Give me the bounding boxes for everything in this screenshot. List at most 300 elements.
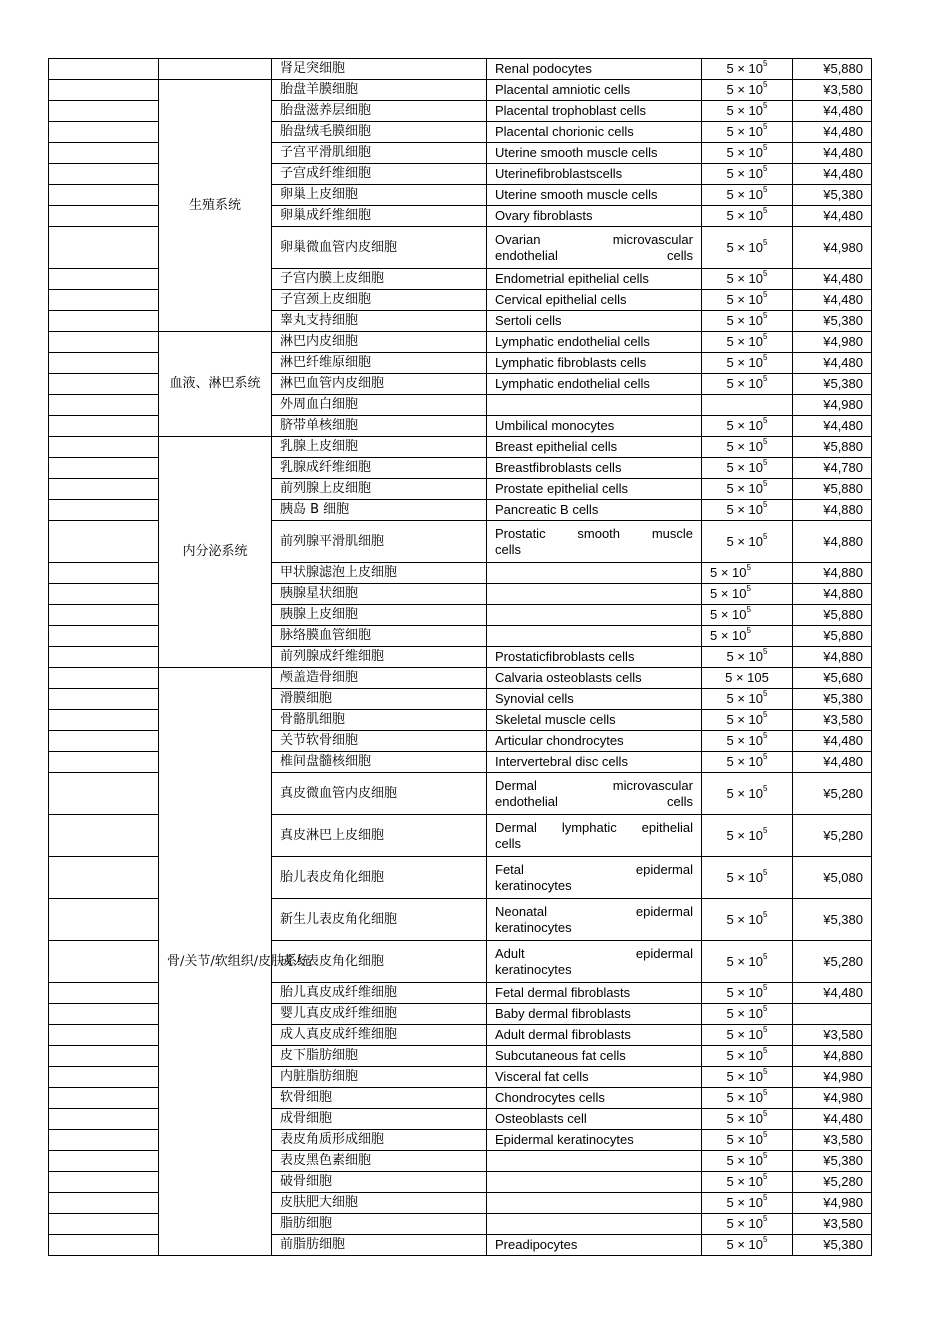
cell-name-cn: 子宫平滑肌细胞 [272,143,487,164]
cell-name-en [487,710,702,731]
quantity-exponent: 5 [763,59,768,68]
index-cell [49,1025,159,1046]
price-cell: ¥3,580 [793,710,872,731]
quantity-text: 5 × 10 [726,239,764,255]
price-cell [793,1004,872,1025]
cell-name-cn: 颅盖造骨细胞 [272,668,487,689]
index-cell [49,416,159,437]
index-cell [49,605,159,626]
cell-name-cn: 胰岛 B 细胞 [272,500,487,521]
cell-name-cn: 乳腺上皮细胞 [272,437,487,458]
quantity-cell [702,1067,793,1088]
cell-name-en [487,1088,702,1109]
cell-name-en-text: Placental amniotic cells [495,82,631,97]
cell-name-en [487,857,702,899]
index-cell [49,206,159,227]
quantity-text: 5 × 10 [726,649,764,664]
cell-name-cn: 表皮黑色素细胞 [272,1151,487,1172]
quantity-cell [702,416,793,437]
cell-name-en-text: Prostate epithelial cells [495,481,628,496]
price-cell: ¥4,880 [793,500,872,521]
index-cell [49,311,159,332]
quantity-text: 5 × 10 [726,1174,764,1189]
quantity-text: 5 × 10 [726,712,764,727]
quantity-text: 5 × 10 [726,124,764,139]
cell-name-cn: 胎儿真皮成纤维细胞 [272,983,487,1004]
quantity-text: 5 × 10 [726,376,764,391]
cell-name-en-text: Lymphatic endothelial cells [495,334,650,349]
price-cell: ¥5,880 [793,605,872,626]
cell-name-en [487,311,702,332]
cell-name-en [487,1046,702,1067]
quantity-text: 5 × 10 [726,166,764,181]
cell-name-en [487,458,702,479]
index-cell [49,689,159,710]
quantity-cell [702,479,793,500]
index-cell [49,773,159,815]
quantity-exponent: 5 [763,122,768,131]
cell-name-en-text: Dermal lymphatic epithelial [495,819,693,835]
cell-name-en-text: Cervical epithelial cells [495,292,627,307]
quantity-cell [702,1235,793,1256]
quantity-cell [702,437,793,458]
cell-name-en-text: Synovial cells [495,691,574,706]
cell-name-en [487,1235,702,1256]
index-cell [49,521,159,563]
system-name-cell: 骨/关节/软组织/皮肤系统 [159,668,272,1256]
price-cell: ¥5,880 [793,479,872,500]
quantity-text: 5 × 10 [726,1195,764,1210]
cell-name-cn: 关节软骨细胞 [272,731,487,752]
quantity-exponent: 5 [763,752,768,761]
cell-name-cn: 内脏脂肪细胞 [272,1067,487,1088]
index-cell [49,668,159,689]
quantity-exponent: 5 [763,143,768,152]
quantity-text: 5 × 10 [726,1069,764,1084]
price-cell: ¥5,080 [793,857,872,899]
cell-name-cn: 子宫颈上皮细胞 [272,290,487,311]
price-cell: ¥5,380 [793,185,872,206]
quantity-cell [702,773,793,815]
quantity-cell [702,1088,793,1109]
system-name-cell [159,59,272,80]
price-cell: ¥4,480 [793,1109,872,1130]
index-cell [49,752,159,773]
quantity-cell [702,1109,793,1130]
cell-name-en [487,206,702,227]
cell-name-en [487,437,702,458]
cell-name-en-text: Uterine smooth muscle cells [495,187,658,202]
price-cell: ¥5,380 [793,899,872,941]
cell-name-cn: 表皮角质形成细胞 [272,1130,487,1151]
quantity-text: 5 × 10 [726,460,764,475]
cell-name-en-text: Breast epithelial cells [495,439,618,454]
quantity-exponent: 5 [763,1214,768,1223]
quantity-cell [702,227,793,269]
table-row [49,332,872,353]
quantity-exponent: 5 [763,710,768,719]
cell-name-en-text: Ovary fibroblasts [495,208,593,223]
cell-name-en [487,227,702,269]
price-cell: ¥4,980 [793,1067,872,1088]
cell-name-cn: 前列腺成纤维细胞 [272,647,487,668]
price-cell: ¥5,280 [793,1172,872,1193]
quantity-cell [702,1193,793,1214]
cell-name-en-text: Uterinefibroblastscells [495,166,623,181]
cell-name-cn: 胰腺上皮细胞 [272,605,487,626]
quantity-exponent: 5 [763,80,768,89]
cell-name-en-text: Fetal epidermal [495,861,693,877]
cell-name-en-text: Intervertebral disc cells [495,754,628,769]
cell-name-en-text: Placental trophoblast cells [495,103,647,118]
cell-name-cn: 胎盘滋养层细胞 [272,101,487,122]
cell-name-en-text: Neonatal epidermal [495,903,693,919]
index-cell [49,731,159,752]
index-cell [49,1235,159,1256]
index-cell [49,983,159,1004]
cell-name-en-text: Baby dermal fibroblasts [495,1006,631,1021]
quantity-exponent: 5 [763,1004,768,1013]
quantity-cell [702,584,793,605]
quantity-text: 5 × 10 [726,827,764,843]
price-cell: ¥5,280 [793,941,872,983]
quantity-exponent: 5 [763,1130,768,1139]
quantity-text: 5 × 10 [726,1027,764,1042]
quantity-text: 5 × 10 [726,785,764,801]
index-cell [49,1172,159,1193]
cell-name-cn: 脐带单核细胞 [272,416,487,437]
quantity-text: 5 × 10 [710,607,747,622]
quantity-cell [702,59,793,80]
cell-name-en-text: Calvaria osteoblasts cells [495,670,642,685]
quantity-exponent: 5 [763,237,768,247]
quantity-cell [702,668,793,689]
cell-name-cn: 淋巴血管内皮细胞 [272,374,487,395]
quantity-text: 5 × 10 [726,355,764,370]
quantity-text: 5 × 10 [726,1237,764,1252]
price-cell: ¥5,880 [793,59,872,80]
cell-name-en-text-line2: keratinocytes [495,961,572,977]
price-cell: ¥5,280 [793,773,872,815]
quantity-cell [702,122,793,143]
price-cell: ¥4,480 [793,353,872,374]
quantity-cell [702,626,793,647]
quantity-exponent: 5 [763,731,768,740]
quantity-exponent: 5 [746,584,751,593]
cell-name-en-text: Articular chondrocytes [495,733,624,748]
quantity-text: 5 × 10 [726,82,764,97]
quantity-exponent: 5 [746,626,751,635]
quantity-exponent: 5 [763,951,768,961]
price-cell: ¥5,680 [793,668,872,689]
cell-name-en-text: Endometrial epithelial cells [495,271,649,286]
cell-name-en-text-line2: keratinocytes [495,919,572,935]
cell-name-en [487,815,702,857]
quantity-cell [702,101,793,122]
cell-name-cn: 胰腺星状细胞 [272,584,487,605]
cell-name-en-text: Prostaticfibroblasts cells [495,649,635,664]
quantity-exponent: 5 [763,458,768,467]
quantity-text: 5 × 10 [726,481,764,496]
quantity-cell [702,899,793,941]
table-row [49,668,872,689]
quantity-exponent: 5 [763,164,768,173]
index-cell [49,1151,159,1172]
cell-name-cn: 卵巢成纤维细胞 [272,206,487,227]
cell-name-en-text-line2: cells [495,541,522,557]
index-cell [49,59,159,80]
cell-name-cn: 卵巢微血管内皮细胞 [272,227,487,269]
price-cell: ¥4,880 [793,521,872,563]
cell-name-en [487,752,702,773]
price-cell: ¥4,480 [793,164,872,185]
index-cell [49,815,159,857]
quantity-cell [702,311,793,332]
cell-name-en-text: Adult dermal fibroblasts [495,1027,631,1042]
cell-name-en-text: Breastfibroblasts cells [495,460,622,475]
quantity-exponent: 5 [763,185,768,194]
quantity-cell [702,374,793,395]
index-cell [49,122,159,143]
cell-name-cn: 乳腺成纤维细胞 [272,458,487,479]
index-cell [49,185,159,206]
cell-name-en-text: Uterine smooth muscle cells [495,145,658,160]
table-row [49,59,872,80]
quantity-exponent: 5 [763,332,768,341]
cell-name-en [487,668,702,689]
quantity-cell [702,1214,793,1235]
price-cell: ¥5,380 [793,311,872,332]
cell-name-cn: 皮下脂肪细胞 [272,1046,487,1067]
index-cell [49,857,159,899]
index-cell [49,458,159,479]
quantity-cell [702,710,793,731]
cell-name-en [487,353,702,374]
index-cell [49,101,159,122]
cell-name-cn: 脂肪细胞 [272,1214,487,1235]
quantity-text: 5 × 10 [726,1153,764,1168]
quantity-cell [702,164,793,185]
cell-name-en [487,647,702,668]
quantity-exponent: 5 [763,206,768,215]
price-cell: ¥4,780 [793,458,872,479]
price-cell: ¥5,880 [793,626,872,647]
index-cell [49,500,159,521]
index-cell [49,164,159,185]
quantity-exponent: 5 [763,647,768,656]
cell-name-en [487,1130,702,1151]
quantity-exponent: 5 [763,1151,768,1160]
cell-name-cn: 淋巴内皮细胞 [272,332,487,353]
quantity-cell [702,269,793,290]
quantity-cell [702,815,793,857]
quantity-exponent: 5 [763,1046,768,1055]
cell-name-en [487,416,702,437]
cell-name-en [487,1151,702,1172]
quantity-exponent: 5 [763,437,768,446]
index-cell [49,1193,159,1214]
cell-name-cn: 淋巴纤维原细胞 [272,353,487,374]
price-cell: ¥4,480 [793,731,872,752]
quantity-cell [702,857,793,899]
price-cell: ¥5,280 [793,815,872,857]
quantity-cell [702,185,793,206]
cell-name-en-text: Dermal microvascular [495,777,693,793]
quantity-cell [702,395,793,416]
quantity-text: 5 × 10 [710,565,747,580]
cell-name-en [487,122,702,143]
index-cell [49,143,159,164]
cell-name-en-text: Subcutaneous fat cells [495,1048,626,1063]
cell-name-en [487,773,702,815]
price-cell: ¥3,580 [793,80,872,101]
quantity-text: 5 × 10 [726,869,764,885]
cell-name-en [487,563,702,584]
cell-name-en [487,605,702,626]
quantity-cell [702,80,793,101]
cell-name-en-text: Prostatic smooth muscle [495,525,693,541]
quantity-exponent: 5 [763,689,768,698]
cell-name-en [487,731,702,752]
cell-name-cn: 睾丸支持细胞 [272,311,487,332]
quantity-text: 5 × 10 [726,502,764,517]
cell-name-en [487,1109,702,1130]
cell-name-en [487,185,702,206]
cell-name-cn: 前脂肪细胞 [272,1235,487,1256]
table-row [49,80,872,101]
system-name-cell: 生殖系统 [159,80,272,332]
cell-name-en-text: Osteoblasts cell [495,1111,587,1126]
cell-name-en-text: Skeletal muscle cells [495,712,616,727]
cell-name-en [487,1172,702,1193]
cell-name-cn: 胎盘绒毛膜细胞 [272,122,487,143]
index-cell [49,437,159,458]
price-cell: ¥5,380 [793,374,872,395]
quantity-text: 5 × 10 [710,628,747,643]
quantity-exponent: 5 [763,500,768,509]
price-cell: ¥4,480 [793,101,872,122]
cell-name-en [487,941,702,983]
quantity-exponent: 5 [763,983,768,992]
quantity-exponent: 5 [763,825,768,835]
price-cell: ¥3,580 [793,1025,872,1046]
cell-name-en [487,290,702,311]
cell-name-cn: 甲状腺滤泡上皮细胞 [272,563,487,584]
quantity-cell [702,500,793,521]
quantity-cell [702,563,793,584]
quantity-cell [702,1172,793,1193]
index-cell [49,1067,159,1088]
quantity-exponent: 5 [763,374,768,383]
quantity-text: 5 × 10 [710,586,747,601]
quantity-exponent: 5 [763,783,768,793]
quantity-cell [702,1004,793,1025]
quantity-text: 5 × 10 [726,61,764,76]
quantity-text: 5 × 10 [726,334,764,349]
cell-name-en [487,1067,702,1088]
price-cell: ¥5,380 [793,1235,872,1256]
price-cell: ¥4,480 [793,752,872,773]
quantity-exponent: 5 [763,416,768,425]
index-cell [49,899,159,941]
cell-name-cn: 皮肤肥大细胞 [272,1193,487,1214]
quantity-text: 5 × 10 [726,1111,764,1126]
quantity-text: 5 × 10 [726,187,764,202]
index-cell [49,584,159,605]
price-cell: ¥4,480 [793,983,872,1004]
price-cell: ¥4,980 [793,1088,872,1109]
quantity-cell [702,458,793,479]
cell-name-en-text: Chondrocytes cells [495,1090,605,1105]
quantity-exponent: 5 [763,479,768,488]
cell-name-en-text-line2: endothelial cells [495,793,693,809]
cell-name-en [487,479,702,500]
quantity-exponent: 5 [763,1172,768,1181]
quantity-exponent: 5 [763,311,768,320]
price-cell: ¥4,480 [793,416,872,437]
quantity-text: 5 × 10 [726,208,764,223]
cell-name-en [487,59,702,80]
table-row [49,437,872,458]
quantity-cell [702,689,793,710]
index-cell [49,647,159,668]
index-cell [49,1130,159,1151]
quantity-exponent: 5 [763,1088,768,1097]
quantity-cell [702,290,793,311]
index-cell [49,395,159,416]
cell-name-cn: 滑膜细胞 [272,689,487,710]
cell-name-cn: 破骨细胞 [272,1172,487,1193]
quantity-text: 5 × 10 [726,313,764,328]
quantity-exponent: 5 [763,531,768,541]
index-cell [49,710,159,731]
cell-name-en-text: Fetal dermal fibroblasts [495,985,631,1000]
cell-name-en-text: Ovarian microvascular [495,231,693,247]
quantity-text: 5 × 10 [726,418,764,433]
cell-name-en-text: Lymphatic endothelial cells [495,376,650,391]
price-cell: ¥4,980 [793,332,872,353]
index-cell [49,1214,159,1235]
cell-name-en [487,521,702,563]
quantity-text: 5 × 10 [726,439,764,454]
quantity-exponent: 5 [746,605,751,614]
quantity-text: 5 × 10 [726,292,764,307]
price-cell: ¥4,480 [793,143,872,164]
price-cell: ¥4,980 [793,1193,872,1214]
price-cell: ¥4,880 [793,584,872,605]
cell-name-en-text: Pancreatic B cells [495,502,599,517]
cell-name-en [487,101,702,122]
quantity-text: 5 × 10 [726,911,764,927]
cell-name-en [487,1004,702,1025]
quantity-cell [702,332,793,353]
index-cell [49,374,159,395]
quantity-cell [702,1025,793,1046]
cell-name-en [487,374,702,395]
cell-name-en-text: Sertoli cells [495,313,562,328]
quantity-text: 5 × 10 [726,103,764,118]
cell-name-en [487,80,702,101]
index-cell [49,479,159,500]
cell-name-cn: 成人表皮角化细胞 [272,941,487,983]
quantity-text: 5 × 10 [726,271,764,286]
quantity-cell [702,605,793,626]
quantity-exponent: 5 [763,290,768,299]
quantity-text: 5 × 10 [726,754,764,769]
quantity-text: 5 × 10 [726,1132,764,1147]
cell-name-cn: 新生儿表皮角化细胞 [272,899,487,941]
quantity-exponent: 5 [763,1235,768,1244]
